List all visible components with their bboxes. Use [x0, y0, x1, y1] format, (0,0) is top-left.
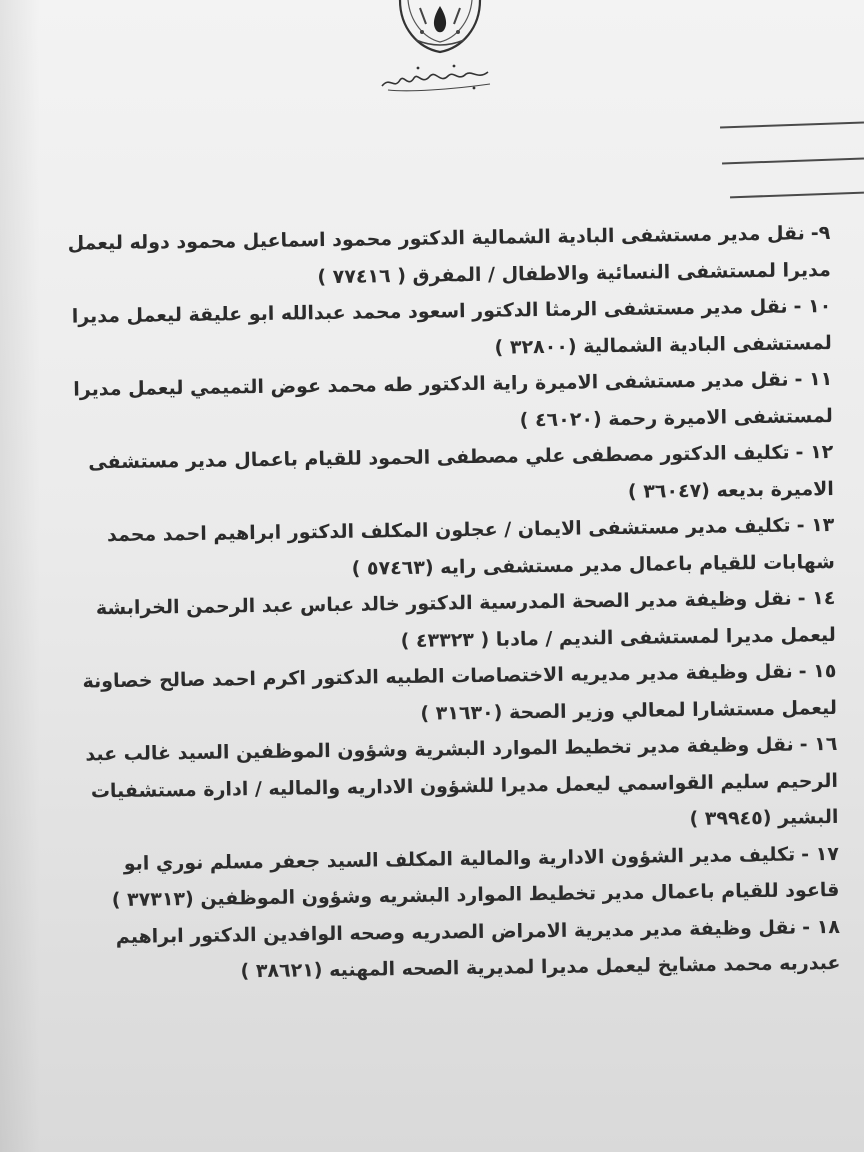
item-text: تكليف مدير الشؤون الادارية والمالية المكلف السيد جعفر مسلم نوري ابو قاعود للقيام باعمال مدير تخطيط الموارد البشريه وشؤون الموظفين (٣٧٣١٣ ) [111, 843, 840, 912]
item-number: ١٦ - [799, 732, 838, 756]
list-item [66, 653, 837, 737]
item-number: ١٠ - [793, 294, 832, 318]
item-number: ١٧ - [801, 842, 840, 865]
item-text: نقل وظيفة مدير تخطيط الموارد البشرية وشؤون الموظفين السيد غالب عبد الرحيم سليم القواسمي ليعمل مديرا للشؤون الاداريه والماليه / ادارة مستشفيات البشير (٣٩٩٤٥ ) [85, 733, 839, 831]
list-item [63, 434, 834, 518]
item-number: ١٤ - [797, 586, 836, 610]
item-number: ٩- [810, 221, 831, 245]
ministry-signature [378, 60, 498, 96]
item-text: نقل وظيفة مدير الصحة المدرسية الدكتور خالد عباس عبد الرحمن الخرابشة ليعمل مديرا لمستشفى النديم / مادبا ( ٤٣٣٢٣ ) [95, 587, 837, 652]
coat-of-arms-emblem-icon [392, 0, 488, 56]
item-text: نقل وظيفة مدير مديرية الامراض الصدريه وصحه الوافدين الدكتور ابراهيم عبدربه محمد مشايخ ليعمل مديرا لمديرية الصحه المهنيه (٣٨٦٢١ ) [115, 916, 841, 983]
list-item [64, 507, 835, 591]
item-number: ١٢ - [795, 440, 834, 464]
item-text: تكليف الدكتور مصطفى علي مصطفى الحمود للقيام باعمال مدير مستشفى الاميرة بديعه (٣٦٠٤٧ ) [88, 441, 834, 503]
item-number: ١١ - [794, 367, 833, 391]
list-item [70, 908, 841, 992]
reference-line-3 [730, 192, 864, 199]
reference-line-2 [722, 158, 864, 165]
item-text: تكليف مدير مستشفى الايمان / عجلون المكلف الدكتور ابراهيم احمد محمد شهابات للقيام باعمال مدير مستشفى رايه (٥٧٤٦٣ ) [106, 514, 835, 580]
list-item [65, 580, 836, 664]
list-item [67, 726, 838, 846]
list-item [62, 361, 833, 445]
page-shadow [0, 0, 40, 1152]
item-text: نقل مدير مستشفى الرمثا الدكتور اسعود محمد عبدالله ابو عليقة ليعمل مديرا لمستشفى البادية الشمالية (٣٢٨٠٠ ) [71, 295, 832, 359]
reference-line-1 [720, 121, 864, 128]
item-number: ١٣ - [796, 513, 835, 537]
item-text: نقل وظيفة مدير مديريه الاختصاصات الطبيه الدكتور اكرم احمد صالح خصاونة ليعمل مستشارا لمعالي وزير الصحة (٣١٦٣٠ ) [82, 660, 838, 725]
item-number: ١٥ - [798, 659, 837, 683]
decision-items-list [60, 215, 841, 992]
item-text: نقل مدير مستشفى البادية الشمالية الدكتور محمود اسماعيل محمود دوله ليعمل مديرا لمستشفى النسائية والاطفال / المفرق ( ٧٧٤١٦ ) [67, 222, 831, 288]
list-item [61, 288, 832, 372]
list-item [69, 835, 840, 919]
item-text: نقل مدير مستشفى الاميرة راية الدكتور طه محمد عوض التميمي ليعمل مديرا لمستشفى الاميرة رحمة (٤٦٠٢٠ ) [73, 368, 833, 431]
list-item [60, 215, 831, 299]
item-number: ١٨ - [802, 915, 841, 938]
